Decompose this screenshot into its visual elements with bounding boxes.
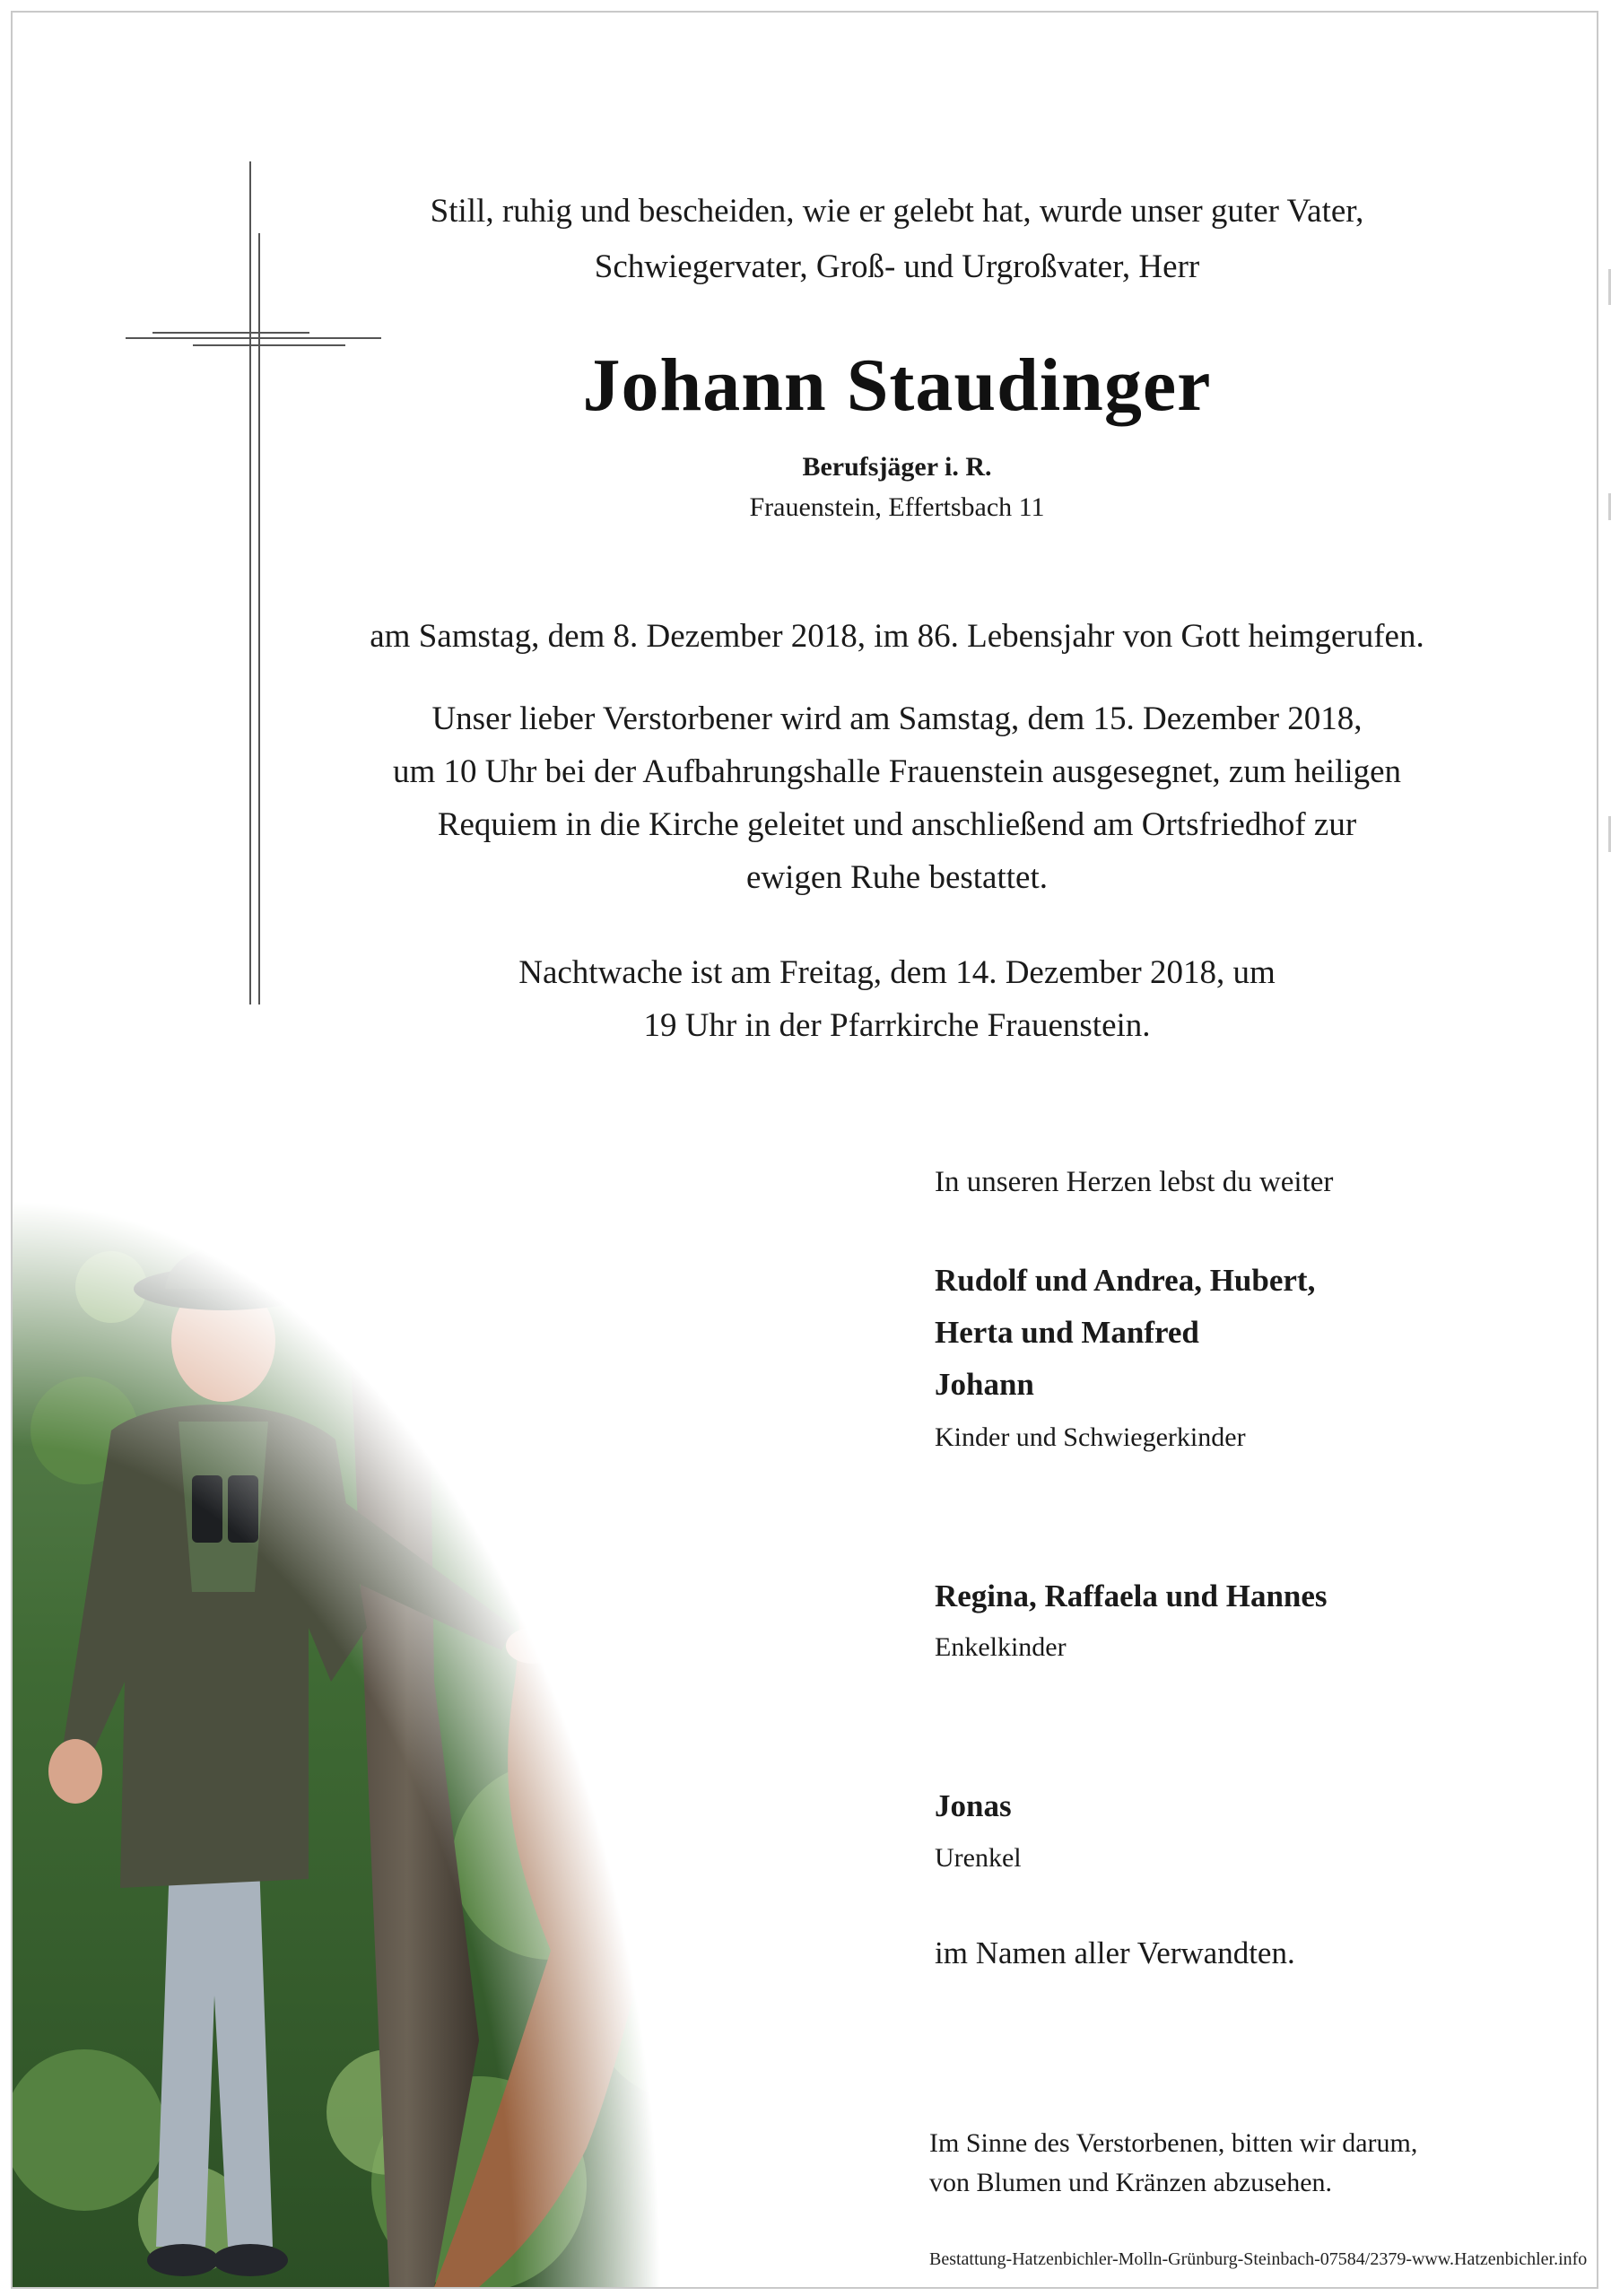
grandchildren-names: Regina, Raffaela und Hannes bbox=[935, 1578, 1328, 1613]
funeral-line: Requiem in die Kirche geleitet und anschließend am Ortsfriedhof zur bbox=[437, 806, 1357, 843]
great-grandchildren-label: Urenkel bbox=[935, 1843, 1022, 1873]
flower-request bbox=[929, 2124, 1417, 2203]
children-names: Rudolf und Andrea, Hubert, bbox=[935, 1263, 1316, 1298]
profession: Berufsjäger i. R. bbox=[802, 452, 992, 482]
children-label: Kinder und Schwiegerkinder bbox=[935, 1422, 1246, 1452]
children-names: Herta und Manfred bbox=[935, 1315, 1199, 1350]
address: Frauenstein, Effertsbach 11 bbox=[749, 492, 1045, 522]
intro-line: Schwiegervater, Groß- und Urgroßvater, Herr bbox=[594, 248, 1200, 285]
great-grandchildren-names: Jonas bbox=[935, 1788, 1012, 1823]
funeral-details bbox=[314, 692, 1480, 904]
funeral-line: um 10 Uhr bei der Aufbahrungshalle Frauenstein ausgesegnet, zum heiligen bbox=[392, 753, 1402, 790]
request-line: Im Sinne des Verstorbenen, bitten wir darum, bbox=[929, 2128, 1418, 2158]
funeral-home-footer: Bestattung-Hatzenbichler-Molln-Grünburg-Steinbach-07584/2379-www.Hatzenbichler.info bbox=[929, 2249, 1588, 2269]
intro-line: Still, ruhig und bescheiden, wie er gelebt hat, wurde unser guter Vater, bbox=[430, 193, 1364, 230]
right-edge-marks bbox=[1607, 269, 1611, 897]
vigil-line: Nachtwache ist am Freitag, dem 14. Dezember 2018, um bbox=[518, 954, 1276, 991]
intro-text bbox=[314, 184, 1480, 295]
request-line: von Blumen und Kränzen abzusehen. bbox=[929, 2168, 1333, 2197]
funeral-line: Unser lieber Verstorbener wird am Samstag, dem 15. Dezember 2018, bbox=[431, 700, 1363, 737]
grandchildren-label: Enkelkinder bbox=[935, 1632, 1067, 1662]
funeral-line: ewigen Ruhe bestattet. bbox=[746, 859, 1048, 896]
mourners-heading: In unseren Herzen lebst du weiter bbox=[935, 1166, 1334, 1198]
death-notice: am Samstag, dem 8. Dezember 2018, im 86. Lebensjahr von Gott heimgerufen. bbox=[370, 618, 1424, 655]
children-names: Johann bbox=[935, 1367, 1034, 1402]
deceased-name: Johann Staudinger bbox=[582, 344, 1212, 427]
vigil-line: 19 Uhr in der Pfarrkirche Frauenstein. bbox=[643, 1007, 1151, 1044]
portrait-photo bbox=[13, 1054, 865, 2287]
vigil-details bbox=[314, 946, 1480, 1052]
closing-line: im Namen aller Verwandten. bbox=[935, 1935, 1295, 1970]
